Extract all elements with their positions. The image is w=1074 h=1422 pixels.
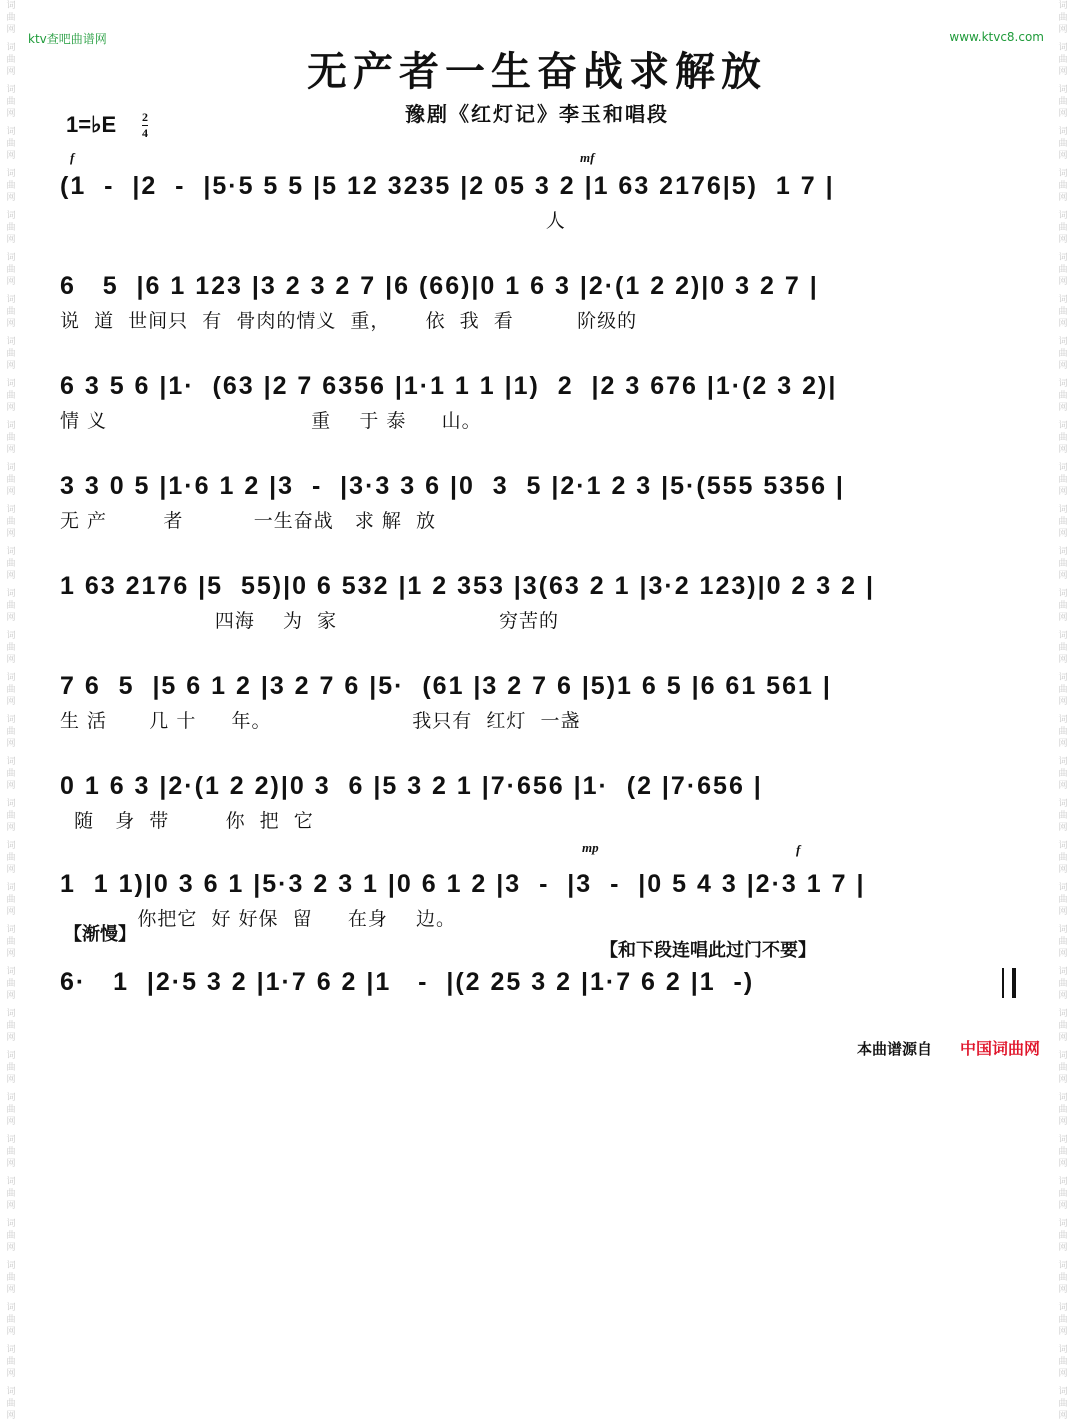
watermark-text: 词 曲 网 — [6, 715, 16, 749]
watermark-text: 词 曲 网 — [6, 1387, 16, 1421]
watermark-text: 词 曲 网 — [1058, 1051, 1068, 1085]
time-signature-top: 2 — [142, 110, 148, 124]
lyrics-line: 无 产 者 一生奋战 求 解 放 — [60, 510, 436, 532]
watermark-text: 词 曲 网 — [6, 589, 16, 623]
watermark-text: 词 曲 网 — [1058, 1303, 1068, 1337]
watermark-text: 词 曲 网 — [6, 1093, 16, 1127]
watermark-right — [1052, 0, 1074, 1421]
watermark-text: 词 曲 网 — [1058, 673, 1068, 707]
watermark-text: 词 曲 网 — [6, 43, 16, 77]
tempo-slowing-label: 【渐慢】 — [64, 924, 136, 945]
watermark-text: 词 曲 网 — [6, 1009, 16, 1043]
watermark-text: 词 曲 网 — [6, 1303, 16, 1337]
watermark-text: 词 曲 网 — [1058, 463, 1068, 497]
lyrics-line: 你把它 好 好保 留 在身 边。 — [60, 908, 456, 930]
watermark-text: 词 曲 网 — [6, 1219, 16, 1253]
notation-line: 6· 1 |2·5 3 2 |1·7 6 2 |1 - |(2 25 3 2 |1·7 6 2 |1 -) — [60, 968, 755, 996]
watermark-text: 词 曲 网 — [1058, 1387, 1068, 1421]
watermark-text: 词 曲 网 — [1058, 379, 1068, 413]
lyrics-line: 人 — [60, 210, 566, 232]
dynamic-mf: mf — [580, 150, 595, 165]
watermark-left — [0, 0, 22, 1421]
watermark-text: 词 曲 网 — [1058, 1345, 1068, 1379]
watermark-text: 词 曲 网 — [1058, 1, 1068, 35]
lyrics-line: 随 身 带 你 把 它 — [60, 810, 314, 832]
final-barline — [1002, 968, 1016, 998]
watermark-text: 词 曲 网 — [6, 631, 16, 665]
watermark-text: 词 曲 网 — [6, 85, 16, 119]
key-signature: 1=♭E — [66, 112, 117, 137]
watermark-text: 词 曲 网 — [1058, 505, 1068, 539]
watermark-text: 词 曲 网 — [6, 799, 16, 833]
watermark-text: 词 曲 网 — [6, 967, 16, 1001]
watermark-text: 词 曲 网 — [6, 169, 16, 203]
notation-line: 3 3 0 5 |1·6 1 2 |3 - |3·3 3 6 |0 3 5 |2·1 2 3 |5·(555 5356 | — [60, 472, 845, 500]
notation-line: 1 1 1)|0 3 6 1 |5·3 2 3 1 |0 6 1 2 |3 - |3 - |0 5 4 3 |2·3 1 7 | — [60, 870, 866, 898]
lyrics-line: 情 义 重 于 泰 山。 — [60, 410, 482, 432]
watermark-text: 词 曲 网 — [6, 1135, 16, 1169]
watermark-text: 词 曲 网 — [6, 841, 16, 875]
watermark-text: 词 曲 网 — [6, 421, 16, 455]
notation-line: (1 - |2 - |5·5 5 5 |5 12 3235 |2 05 3 2 |1 63 2176|5) 1 7 | — [60, 172, 835, 200]
song-subtitle: 豫剧《红灯记》李玉和唱段 — [405, 102, 669, 126]
prelude-note: 【和下段连唱此过门不要】 — [600, 940, 816, 961]
watermark-text: 词 曲 网 — [1058, 757, 1068, 791]
watermark-text: 词 曲 网 — [1058, 337, 1068, 371]
watermark-text: 词 曲 网 — [6, 127, 16, 161]
watermark-text: 词 曲 网 — [1058, 631, 1068, 665]
watermark-text: 词 曲 网 — [6, 505, 16, 539]
watermark-text: 词 曲 网 — [1058, 295, 1068, 329]
watermark-text: 词 曲 网 — [1058, 1009, 1068, 1043]
watermark-text: 词 曲 网 — [1058, 883, 1068, 917]
time-signature — [142, 110, 148, 141]
watermark-text: 词 曲 网 — [6, 253, 16, 287]
watermark-text: 词 曲 网 — [1058, 1135, 1068, 1169]
watermark-text: 词 曲 网 — [6, 1345, 16, 1379]
watermark-text: 词 曲 网 — [1058, 715, 1068, 749]
watermark-text: 词 曲 网 — [1058, 1177, 1068, 1211]
song-title: 无产者一生奋战求解放 — [307, 48, 767, 95]
watermark-text: 词 曲 网 — [1058, 1219, 1068, 1253]
watermark-text: 词 曲 网 — [6, 1177, 16, 1211]
watermark-text: 词 曲 网 — [1058, 841, 1068, 875]
site-url-right[interactable]: www.ktvc8.com — [949, 30, 1044, 44]
lyrics-line: 说 道 世间只 有 骨肉的情义 重， 依 我 看 阶级的 — [60, 310, 638, 332]
watermark-text: 词 曲 网 — [6, 1, 16, 35]
site-name-left[interactable]: ktv查吧曲谱网 — [28, 32, 107, 46]
dynamic-mp: mp — [582, 840, 599, 855]
watermark-text: 词 曲 网 — [1058, 1093, 1068, 1127]
watermark-text: 词 曲 网 — [6, 337, 16, 371]
watermark-text: 词 曲 网 — [1058, 925, 1068, 959]
watermark-text: 词 曲 网 — [6, 883, 16, 917]
watermark-text: 词 曲 网 — [6, 295, 16, 329]
watermark-text: 词 曲 网 — [1058, 127, 1068, 161]
watermark-text: 词 曲 网 — [1058, 1261, 1068, 1295]
watermark-text: 词 曲 网 — [6, 463, 16, 497]
watermark-text: 词 曲 网 — [6, 211, 16, 245]
notation-line: 0 1 6 3 |2·(1 2 2)|0 3 6 |5 3 2 1 |7·656 |1· (2 |7·656 | — [60, 772, 763, 800]
watermark-text: 词 曲 网 — [6, 1261, 16, 1295]
watermark-text: 词 曲 网 — [6, 757, 16, 791]
watermark-text: 词 曲 网 — [1058, 589, 1068, 623]
watermark-text: 词 曲 网 — [6, 1051, 16, 1085]
watermark-text: 词 曲 网 — [6, 673, 16, 707]
watermark-text: 词 曲 网 — [6, 379, 16, 413]
lyrics-line: 生 活 几 十 年。 我只有 红灯 一盏 — [60, 710, 581, 732]
watermark-text: 词 曲 网 — [1058, 253, 1068, 287]
lyrics-line: 四海 为 家 穷苦的 — [60, 610, 560, 632]
watermark-text: 词 曲 网 — [6, 547, 16, 581]
notation-line: 7 6 5 |5 6 1 2 |3 2 7 6 |5· (61 |3 2 7 6 |5)1 6 5 |6 61 561 | — [60, 672, 832, 700]
notation-line: 1 63 2176 |5 55)|0 6 532 |1 2 353 |3(63 2 1 |3·2 123)|0 2 3 2 | — [60, 572, 875, 600]
dynamic-f-start: f — [70, 150, 75, 165]
notation-line: 6 5 |6 1 123 |3 2 3 2 7 |6 (66)|0 1 6 3 |2·(1 2 2)|0 3 2 7 | — [60, 272, 819, 300]
notation-line: 6 3 5 6 |1· (63 |2 7 6356 |1·1 1 1 |1) 2 |2 3 676 |1·(2 3 2)| — [60, 372, 838, 400]
watermark-text: 词 曲 网 — [1058, 967, 1068, 1001]
watermark-text: 词 曲 网 — [1058, 169, 1068, 203]
time-signature-bottom: 4 — [142, 126, 148, 140]
source-label: 本曲谱源自 — [856, 1040, 932, 1058]
watermark-text: 词 曲 网 — [1058, 547, 1068, 581]
watermark-text: 词 曲 网 — [1058, 211, 1068, 245]
watermark-text: 词 曲 网 — [1058, 85, 1068, 119]
watermark-text: 词 曲 网 — [1058, 421, 1068, 455]
watermark-text: 词 曲 网 — [1058, 799, 1068, 833]
brand-link[interactable]: 中国词曲网 — [959, 1039, 1040, 1058]
watermark-text: 词 曲 网 — [1058, 43, 1068, 77]
watermark-text: 词 曲 网 — [6, 925, 16, 959]
dynamic-f: f — [796, 842, 801, 857]
